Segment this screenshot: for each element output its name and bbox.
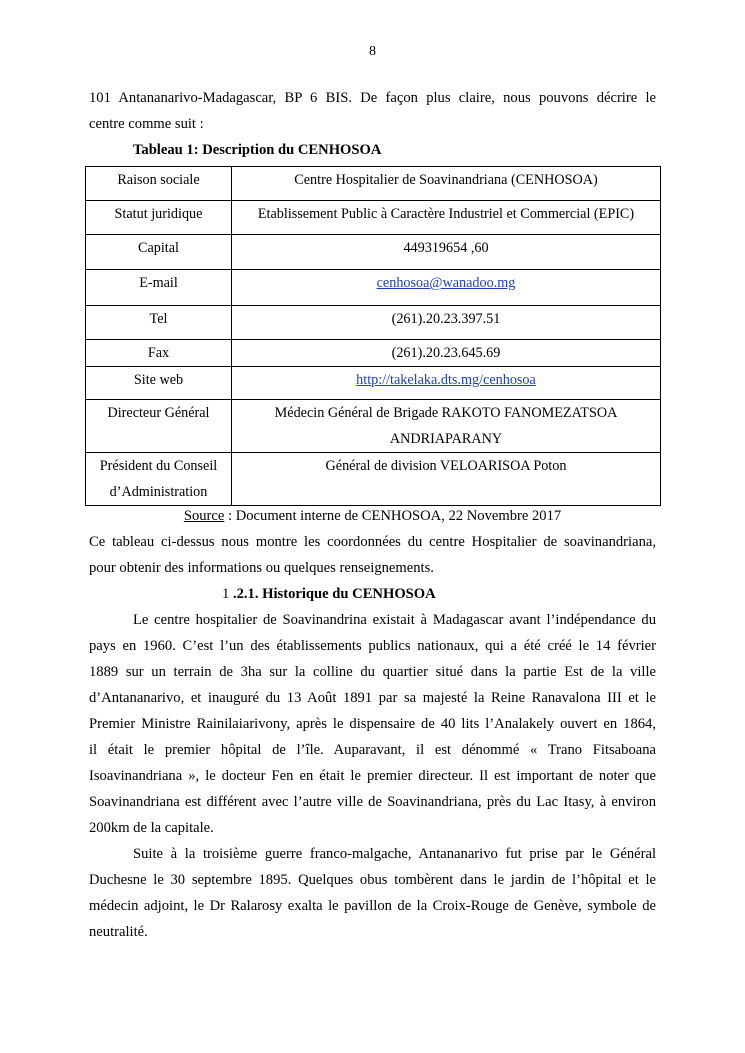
section-number-prefix: 1 <box>222 586 233 602</box>
row-label <box>86 453 232 506</box>
row-value: (261).20.23.397.51 <box>232 306 661 340</box>
row-value <box>232 367 661 400</box>
source-text: : Document interne de CENHOSOA, 22 Novembre 2017 <box>224 508 562 524</box>
email-link[interactable]: cenhosoa@wanadoo.mg <box>376 275 516 291</box>
after-table-line-1: Ce tableau ci-dessus nous montre les coordonnées du centre Hospitalier de soavinandriana, <box>89 534 656 550</box>
table-row <box>86 235 661 270</box>
row-value <box>232 270 661 306</box>
paragraph-1-line: d’Antananarivo, et inauguré du 13 Août 1891 par sa majesté la Reine Ranavalona III et le <box>89 690 656 706</box>
row-label: Statut juridique <box>86 201 232 235</box>
row-label-line-2: d’Administration <box>109 484 208 500</box>
table-row <box>86 201 661 235</box>
paragraph-1-line: 200km de la capitale. <box>89 820 214 836</box>
intro-line-1: 101 Antananarivo-Madagascar, BP 6 BIS. De façon plus claire, nous pouvons décrire le <box>89 90 656 106</box>
paragraph-1-line: Le centre hospitalier de Soavinandrina existait à Madagascar avant l’indépendance du <box>133 612 656 628</box>
source-label: Source <box>183 508 225 524</box>
table-row <box>86 340 661 367</box>
paragraph-1-line: pays en 1960. C’est l’un des établissements publics nationaux, qui a été créé le 14 février <box>89 638 656 654</box>
table-row <box>86 270 661 306</box>
paragraph-1-line: il était le premier hôpital de l’île. Auparavant, il est dénommé « Trano Fitsaboana <box>89 742 656 758</box>
description-table <box>85 166 661 506</box>
row-value <box>232 400 661 453</box>
paragraph-1-line: Isoavinandriana », le docteur Fen en était le premier directeur. Il est important de noter que <box>89 768 656 784</box>
website-link[interactable]: http://takelaka.dts.mg/cenhosoa <box>356 372 536 388</box>
row-label: E-mail <box>86 270 232 306</box>
section-title: .2.1. Historique du CENHOSOA <box>232 586 436 602</box>
row-value: Centre Hospitalier de Soavinandriana (CENHOSOA) <box>232 167 661 201</box>
row-label: Directeur Général <box>86 400 232 453</box>
row-value-line-1: Médecin Général de Brigade RAKOTO FANOMEZATSOA <box>274 405 618 421</box>
paragraph-2-line: Duchesne le 30 septembre 1895. Quelques obus tombèrent dans le jardin de l’hôpital et le <box>89 872 656 888</box>
row-value-line-2: ANDRIAPARANY <box>389 431 503 447</box>
table-row <box>86 367 661 400</box>
row-label: Fax <box>86 340 232 367</box>
table-row <box>86 306 661 340</box>
intro-line-2: centre comme suit : <box>89 116 204 132</box>
row-value: (261).20.23.645.69 <box>232 340 661 367</box>
table-row <box>86 167 661 201</box>
table-row <box>86 453 661 506</box>
paragraph-1-line: 1889 sur un terrain de 3ha sur la colline du quartier situé dans la partie Est de la ville <box>89 664 656 680</box>
table-source <box>0 508 745 525</box>
row-label: Tel <box>86 306 232 340</box>
table-caption: Tableau 1: Description du CENHOSOA <box>133 142 382 158</box>
paragraph-2-line: neutralité. <box>89 924 148 940</box>
row-label: Capital <box>86 235 232 270</box>
row-value: Général de division VELOARISOA Poton <box>232 453 661 506</box>
row-label-line-1: Président du Conseil <box>99 458 218 474</box>
row-value: Etablissement Public à Caractère Industriel et Commercial (EPIC) <box>232 201 661 235</box>
row-label: Raison sociale <box>86 167 232 201</box>
section-heading <box>222 586 745 603</box>
table-row <box>86 400 661 453</box>
paragraph-2-line: médecin adjoint, le Dr Ralarosy exalta le pavillon de la Croix-Rouge de Genève, symbole de <box>89 898 656 914</box>
paragraph-1-line: Soavinandriana est différent avec l’autre ville de Soavinandriana, près du Lac Itasy, à environ <box>89 794 656 810</box>
after-table-line-2: pour obtenir des informations ou quelques renseignements. <box>89 560 434 576</box>
paragraph-2-line: Suite à la troisième guerre franco-malgache, Antananarivo fut prise par le Général <box>133 846 656 862</box>
row-value: 449319654 ,60 <box>232 235 661 270</box>
page-number: 8 <box>369 44 376 59</box>
row-label: Site web <box>86 367 232 400</box>
paragraph-1-line: Premier Ministre Rainilaiarivony, après le dispensaire de 40 lits l’Analakely ouvert en 1864, <box>89 716 656 732</box>
